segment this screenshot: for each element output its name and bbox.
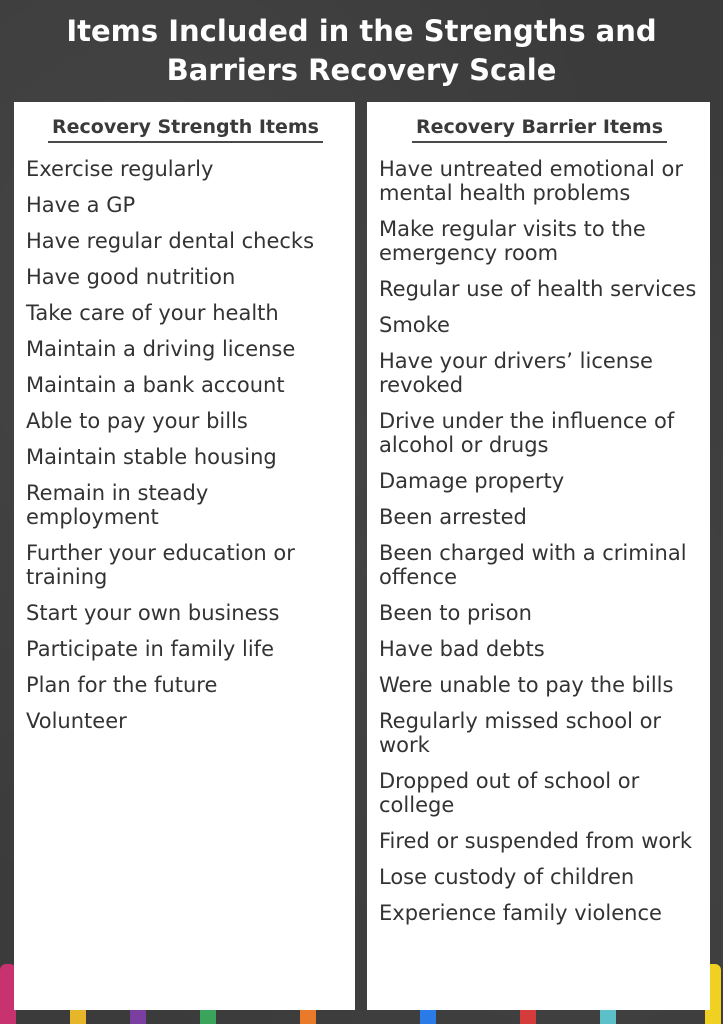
title-line-2: Barriers Recovery Scale — [166, 53, 557, 87]
barrier-items-heading — [379, 114, 700, 143]
barrier-item: Have untreated emotional or mental health problems — [379, 157, 683, 205]
strength-items-list — [26, 157, 345, 733]
barrier-item: Smoke — [379, 313, 450, 337]
barrier-item: Damage property — [379, 469, 565, 493]
barrier-item: Regularly missed school or work — [379, 709, 662, 757]
strength-items-panel — [14, 102, 355, 1010]
strength-item: Maintain stable housing — [26, 445, 277, 469]
barrier-item: Fired or suspended from work — [379, 829, 693, 853]
strength-item: Start your own business — [26, 601, 280, 625]
barrier-item: Been charged with a criminal offence — [379, 541, 687, 589]
strength-item: Further your education or training — [26, 541, 295, 589]
barrier-item: Lose custody of children — [379, 865, 635, 889]
barrier-item: Have bad debts — [379, 637, 545, 661]
strength-item: Have good nutrition — [26, 265, 236, 289]
strength-item: Remain in steady employment — [26, 481, 209, 529]
barrier-item: Been to prison — [379, 601, 532, 625]
strength-item: Participate in family life — [26, 637, 274, 661]
strength-item: Plan for the future — [26, 673, 218, 697]
strength-items-heading-text: Recovery Strength Items — [48, 114, 323, 143]
barrier-item: Experience family violence — [379, 901, 662, 925]
barrier-item: Been arrested — [379, 505, 527, 529]
barrier-item: Regular use of health services — [379, 277, 697, 301]
page-title — [0, 12, 723, 90]
barrier-item: Dropped out of school or college — [379, 769, 640, 817]
barrier-items-list — [379, 157, 700, 925]
strength-item: Maintain a driving license — [26, 337, 296, 361]
title-line-1: Items Included in the Strengths and — [66, 14, 657, 48]
barrier-items-heading-text: Recovery Barrier Items — [412, 114, 667, 143]
barrier-items-panel — [367, 102, 710, 1010]
strength-item: Exercise regularly — [26, 157, 214, 181]
barrier-item: Have your drivers’ license revoked — [379, 349, 653, 397]
strength-item: Have a GP — [26, 193, 136, 217]
strength-items-heading — [26, 114, 345, 143]
barrier-item: Make regular visits to the emergency room — [379, 217, 646, 265]
strength-item: Volunteer — [26, 709, 127, 733]
barrier-item: Drive under the influence of alcohol or drugs — [379, 409, 675, 457]
strength-item: Take care of your health — [26, 301, 279, 325]
strength-item: Able to pay your bills — [26, 409, 248, 433]
strength-item: Maintain a bank account — [26, 373, 285, 397]
barrier-item: Were unable to pay the bills — [379, 673, 674, 697]
strength-item: Have regular dental checks — [26, 229, 315, 253]
